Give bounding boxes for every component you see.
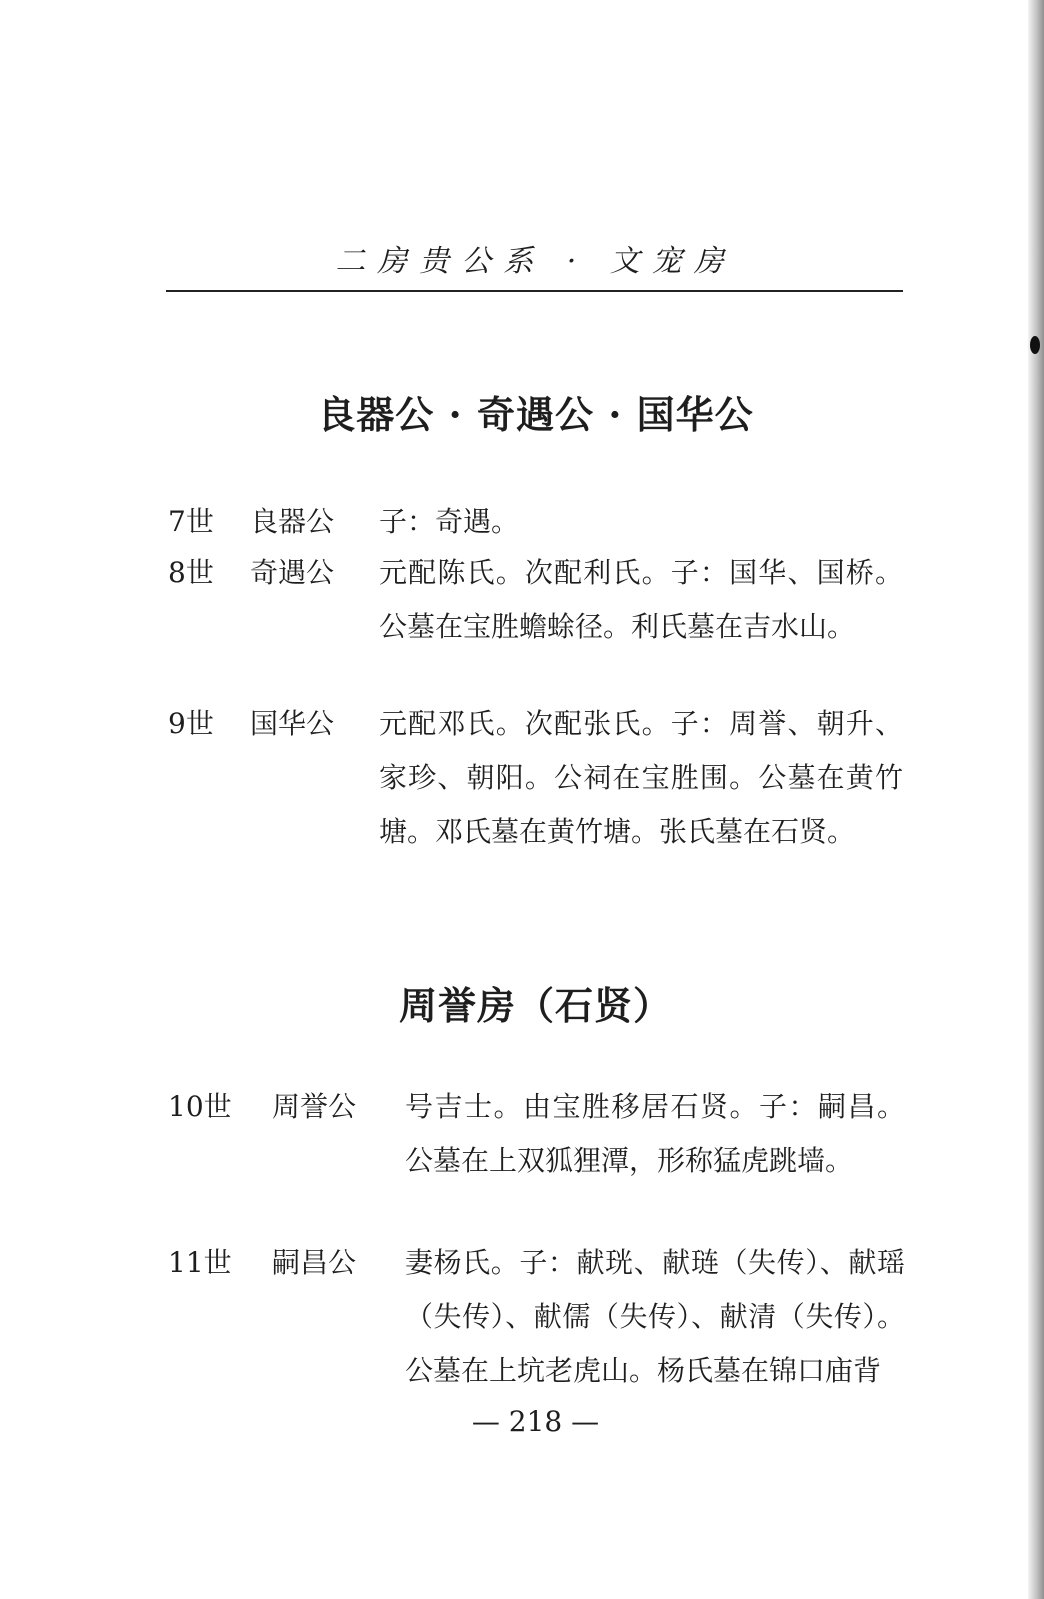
entry-text: 号吉士。由宝胜移居石贤。子：嗣昌。公墓在上双狐狸潭，形称猛虎跳墙。 [405, 1090, 905, 1177]
generation-label: 9世 [168, 707, 214, 740]
genealogy-entry-7 [168, 495, 903, 549]
ancestor-name: 奇遇公 [250, 556, 335, 589]
entry-text: 元配陈氏。次配利氏。子：国华、国桥。公墓在宝胜蟾蜍径。利氏墓在吉水山。 [379, 556, 903, 643]
ancestor-name: 周誉公 [272, 1090, 357, 1123]
generation-label: 11世 [168, 1246, 232, 1279]
section-title-2: 周誉房（石贤） [398, 983, 672, 1028]
scan-edge [1028, 0, 1044, 1599]
page-number: — 218 — [471, 1405, 600, 1438]
generation-label: 8世 [168, 556, 214, 589]
ancestor-name: 国华公 [250, 707, 335, 740]
ancestor-name: 良器公 [250, 505, 335, 538]
running-head: 二房贵公系 · 文宠房 [335, 244, 736, 279]
scan-edge-mark [1030, 336, 1040, 354]
ancestor-name: 嗣昌公 [272, 1246, 357, 1279]
genealogy-entry-10 [168, 1080, 905, 1242]
generation-label: 7世 [168, 505, 214, 538]
entry-text: 元配邓氏。次配张氏。子：周誉、朝升、家珍、朝阳。公祠在宝胜围。公墓在黄竹塘。邓氏墓在黄竹塘。张氏墓在石贤。 [379, 707, 903, 848]
generation-label: 10世 [168, 1090, 232, 1123]
genealogy-entry-11 [168, 1236, 905, 1398]
entry-text: 妻杨氏。子：献珖、献琏（失传）、献瑶（失传）、献儒（失传）、献清（失传）。公墓在上坑老虎山。杨氏墓在锦口庙背 [405, 1246, 905, 1387]
section-title-1: 良器公 · 奇遇公 · 国华公 [317, 392, 754, 437]
entry-text: 子：奇遇。 [379, 505, 520, 538]
header-rule [166, 290, 903, 292]
genealogy-entry-8 [168, 546, 903, 708]
genealogy-entry-9 [168, 697, 903, 913]
